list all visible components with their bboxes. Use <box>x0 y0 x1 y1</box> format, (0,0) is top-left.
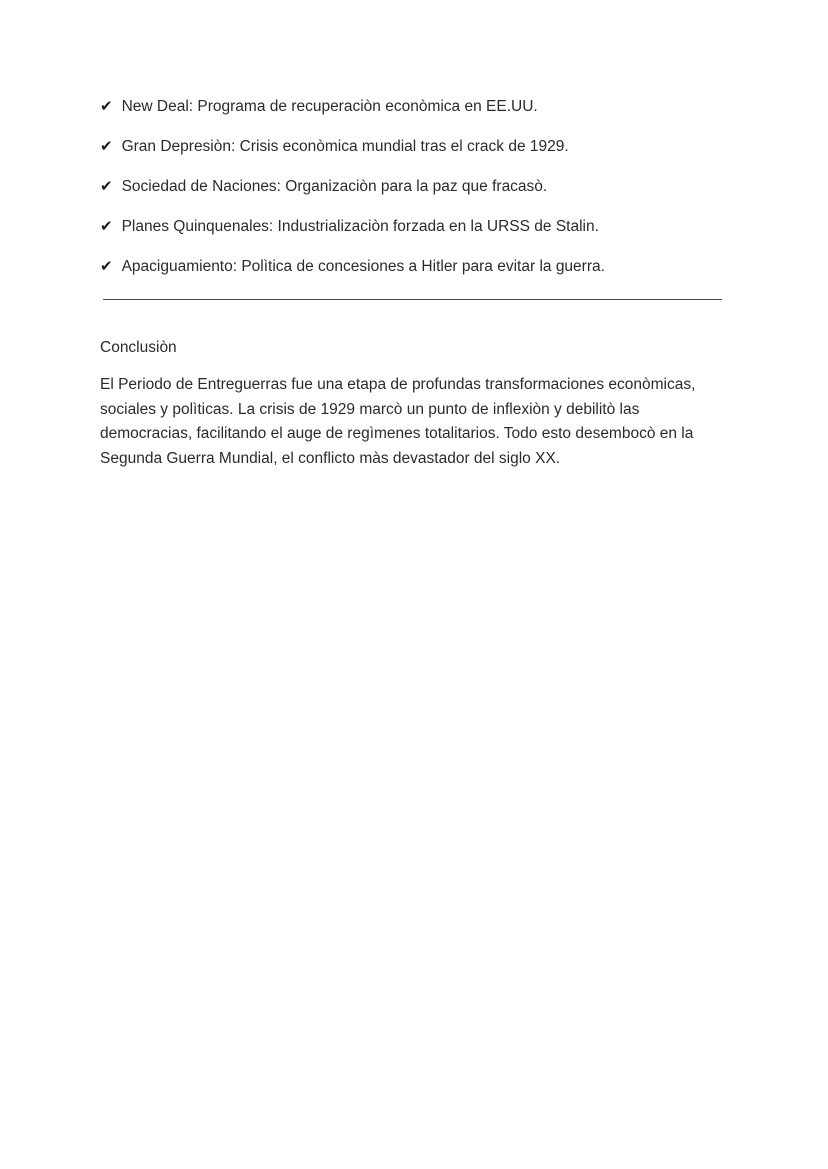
check-icon: ✔ <box>100 138 113 155</box>
list-item <box>100 177 722 197</box>
list-item-text: New Deal: Programa de recuperaciòn econòmica en EE.UU. <box>121 98 538 115</box>
check-icon: ✔ <box>100 98 113 115</box>
list-item <box>100 217 722 237</box>
conclusion-heading: Conclusiòn <box>100 339 177 356</box>
check-icon: ✔ <box>100 178 113 195</box>
list-item <box>100 137 722 157</box>
list-item-text: Gran Depresiòn: Crisis econòmica mundial tras el crack de 1929. <box>121 138 569 155</box>
list-item <box>100 257 722 277</box>
list-item-text: Sociedad de Naciones: Organizaciòn para la paz que fracasò. <box>121 178 548 195</box>
check-icon: ✔ <box>100 218 113 235</box>
conclusion-paragraph: El Periodo de Entreguerras fue una etapa de profundas transformaciones econòmicas, sociales y polìticas. La crisis de 1929 marcò un punto de inflexiòn y debilitò las democracias, facilitando el auge de regìmenes totalitarios. Todo esto desembocò en la Segunda Guerra Mundial, el conflicto màs devastador del siglo XX. <box>100 376 696 467</box>
list-item-text: Planes Quinquenales: Industrializaciòn forzada en la URSS de Stalin. <box>121 218 599 235</box>
section-divider <box>103 299 722 300</box>
list-item-text: Apaciguamiento: Polìtica de concesiones a Hitler para evitar la guerra. <box>121 258 605 275</box>
check-icon: ✔ <box>100 258 113 275</box>
list-item <box>100 97 722 117</box>
checklist <box>100 97 722 277</box>
